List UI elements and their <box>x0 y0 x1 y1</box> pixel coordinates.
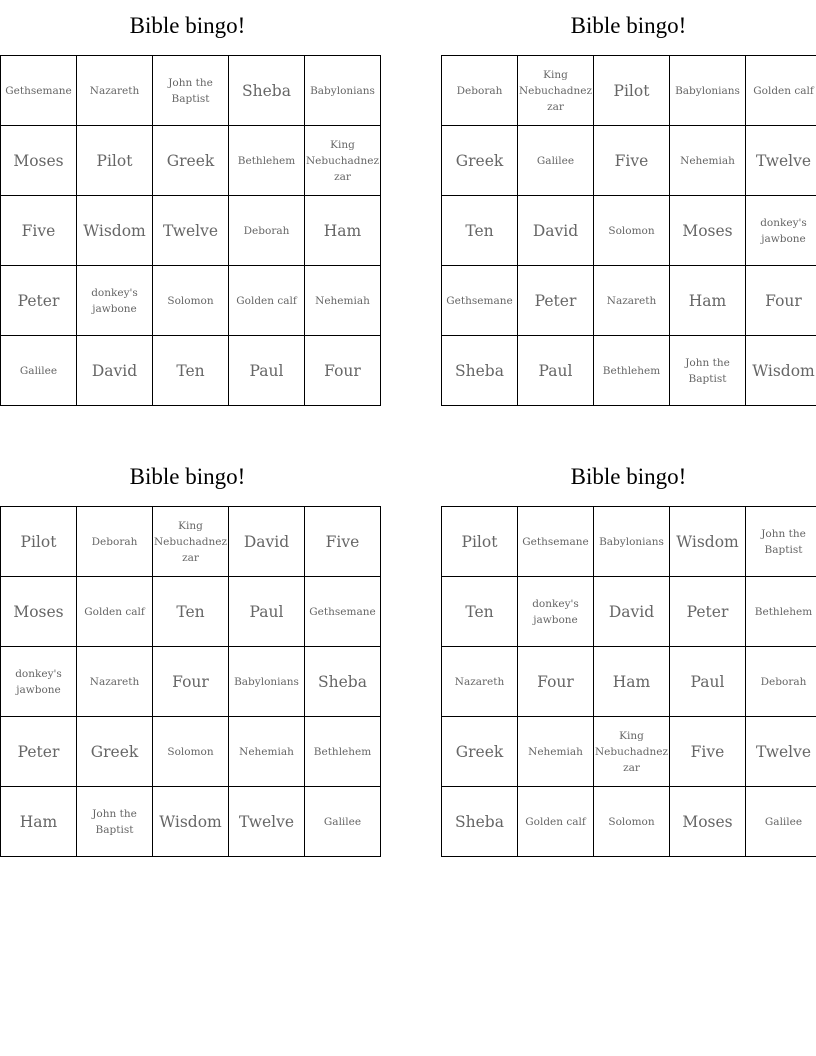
bingo-cell: Solomon <box>153 266 229 336</box>
bingo-cell: Golden calf <box>518 787 594 857</box>
bingo-cell: Gethsemane <box>442 266 518 336</box>
bingo-cell: Pilot <box>1 507 77 577</box>
bingo-cell: Golden calf <box>229 266 305 336</box>
card-title: Bible bingo! <box>570 464 687 489</box>
bingo-cell: Bethlehem <box>594 336 670 406</box>
bingo-cell: Twelve <box>746 717 816 787</box>
bingo-cell: Five <box>670 717 746 787</box>
bingo-cell: Moses <box>670 787 746 857</box>
bingo-cell: Nazareth <box>77 56 153 126</box>
grid-row <box>1 577 381 647</box>
bingo-cell: Nazareth <box>594 266 670 336</box>
bingo-cell: Five <box>1 196 77 266</box>
bingo-cell: Deborah <box>442 56 518 126</box>
grid-row <box>442 56 816 126</box>
bingo-cell: Greek <box>153 126 229 196</box>
grid-row <box>442 717 816 787</box>
bingo-cell: David <box>518 196 594 266</box>
grid-row <box>1 266 381 336</box>
bingo-cell: Ten <box>442 577 518 647</box>
bingo-cell: Nehemiah <box>229 717 305 787</box>
grid-row <box>1 717 381 787</box>
bingo-cell: Peter <box>670 577 746 647</box>
grid-row <box>442 336 816 406</box>
bingo-cell: Solomon <box>594 787 670 857</box>
grid-row <box>1 336 381 406</box>
bingo-cell: Four <box>305 336 381 406</box>
bingo-cell: Sheba <box>229 56 305 126</box>
bingo-cell: Paul <box>670 647 746 717</box>
bingo-card <box>441 13 816 406</box>
bingo-cell: Twelve <box>153 196 229 266</box>
bingo-cell: Babylonians <box>594 507 670 577</box>
bingo-cell: Greek <box>77 717 153 787</box>
bingo-cell: Ham <box>594 647 670 717</box>
bingo-cell: Pilot <box>77 126 153 196</box>
bingo-cell: Ten <box>153 336 229 406</box>
bingo-cell: John the Baptist <box>746 507 816 577</box>
bingo-cell: Paul <box>229 577 305 647</box>
bingo-cell: Four <box>746 266 816 336</box>
bingo-grid <box>0 506 381 857</box>
bingo-cell: Ham <box>305 196 381 266</box>
bingo-grid <box>441 55 816 406</box>
bingo-cell: Four <box>518 647 594 717</box>
grid-row <box>442 787 816 857</box>
bingo-cell: Wisdom <box>153 787 229 857</box>
bingo-cell: Galilee <box>1 336 77 406</box>
bingo-cell: Galilee <box>746 787 816 857</box>
bingo-cell: King Nebuchadnezzar <box>153 507 229 577</box>
bingo-cell: donkey's jawbone <box>1 647 77 717</box>
bingo-cell: Bethlehem <box>746 577 816 647</box>
bingo-cell: Nehemiah <box>518 717 594 787</box>
bingo-cell: Deborah <box>77 507 153 577</box>
bingo-cell: Four <box>153 647 229 717</box>
bingo-grid <box>0 55 381 406</box>
bingo-cell: David <box>594 577 670 647</box>
bingo-cell: Ten <box>442 196 518 266</box>
bingo-cell: Peter <box>1 717 77 787</box>
bingo-cell: Gethsemane <box>305 577 381 647</box>
bingo-cell: donkey's jawbone <box>77 266 153 336</box>
bingo-cell: Peter <box>1 266 77 336</box>
bingo-cell: Twelve <box>229 787 305 857</box>
bingo-cell: Gethsemane <box>518 507 594 577</box>
bingo-cell: donkey's jawbone <box>746 196 816 266</box>
bingo-cell: donkey's jawbone <box>518 577 594 647</box>
grid-row <box>442 647 816 717</box>
bingo-cell: Greek <box>442 717 518 787</box>
bingo-cell: Sheba <box>305 647 381 717</box>
bingo-cell: Babylonians <box>670 56 746 126</box>
bingo-cell: Five <box>594 126 670 196</box>
bingo-cell: Solomon <box>153 717 229 787</box>
bingo-cell: Twelve <box>746 126 816 196</box>
bingo-cell: Peter <box>518 266 594 336</box>
bingo-card <box>441 464 816 857</box>
bingo-cell: King Nebuchadnezzar <box>594 717 670 787</box>
card-title: Bible bingo! <box>129 13 246 38</box>
grid-row <box>1 787 381 857</box>
card-title: Bible bingo! <box>129 464 246 489</box>
bingo-card <box>0 464 376 857</box>
bingo-cell: Golden calf <box>77 577 153 647</box>
bingo-cell: Moses <box>1 126 77 196</box>
bingo-cell: Greek <box>442 126 518 196</box>
bingo-cell: Sheba <box>442 336 518 406</box>
bingo-cell: Five <box>305 507 381 577</box>
bingo-cell: Deborah <box>229 196 305 266</box>
bingo-cell: David <box>229 507 305 577</box>
card-title: Bible bingo! <box>570 13 687 38</box>
bingo-cell: Deborah <box>746 647 816 717</box>
grid-row <box>1 507 381 577</box>
bingo-cell: Sheba <box>442 787 518 857</box>
bingo-cell: David <box>77 336 153 406</box>
bingo-cell: Pilot <box>442 507 518 577</box>
bingo-cell: Bethlehem <box>229 126 305 196</box>
bingo-cell: Wisdom <box>670 507 746 577</box>
bingo-cell: Ham <box>670 266 746 336</box>
grid-row <box>1 196 381 266</box>
bingo-cell: John the Baptist <box>77 787 153 857</box>
bingo-cell: Babylonians <box>305 56 381 126</box>
bingo-cell: Paul <box>229 336 305 406</box>
bingo-cell: Moses <box>670 196 746 266</box>
grid-row <box>1 647 381 717</box>
bingo-cell: Ham <box>1 787 77 857</box>
grid-row <box>442 577 816 647</box>
grid-row <box>442 507 816 577</box>
grid-row <box>1 56 381 126</box>
bingo-cell: Gethsemane <box>1 56 77 126</box>
bingo-card <box>0 13 380 406</box>
bingo-cell: John the Baptist <box>670 336 746 406</box>
bingo-cell: Moses <box>1 577 77 647</box>
bingo-cell: King Nebuchadnezzar <box>305 126 381 196</box>
bingo-cell: Galilee <box>305 787 381 857</box>
bingo-cell: Solomon <box>594 196 670 266</box>
bingo-cell: Babylonians <box>229 647 305 717</box>
grid-row <box>442 266 816 336</box>
bingo-cell: Nazareth <box>442 647 518 717</box>
bingo-grid <box>441 506 816 857</box>
grid-row <box>1 126 381 196</box>
bingo-cell: King Nebuchadnezzar <box>518 56 594 126</box>
grid-row <box>442 196 816 266</box>
bingo-cell: Nehemiah <box>305 266 381 336</box>
bingo-cell: John the Baptist <box>153 56 229 126</box>
bingo-cell: Nehemiah <box>670 126 746 196</box>
bingo-cell: Bethlehem <box>305 717 381 787</box>
bingo-cell: Nazareth <box>77 647 153 717</box>
bingo-cell: Paul <box>518 336 594 406</box>
bingo-cell: Golden calf <box>746 56 816 126</box>
bingo-cell: Galilee <box>518 126 594 196</box>
bingo-cell: Wisdom <box>77 196 153 266</box>
bingo-cell: Ten <box>153 577 229 647</box>
bingo-cell: Wisdom <box>746 336 816 406</box>
grid-row <box>442 126 816 196</box>
bingo-cell: Pilot <box>594 56 670 126</box>
